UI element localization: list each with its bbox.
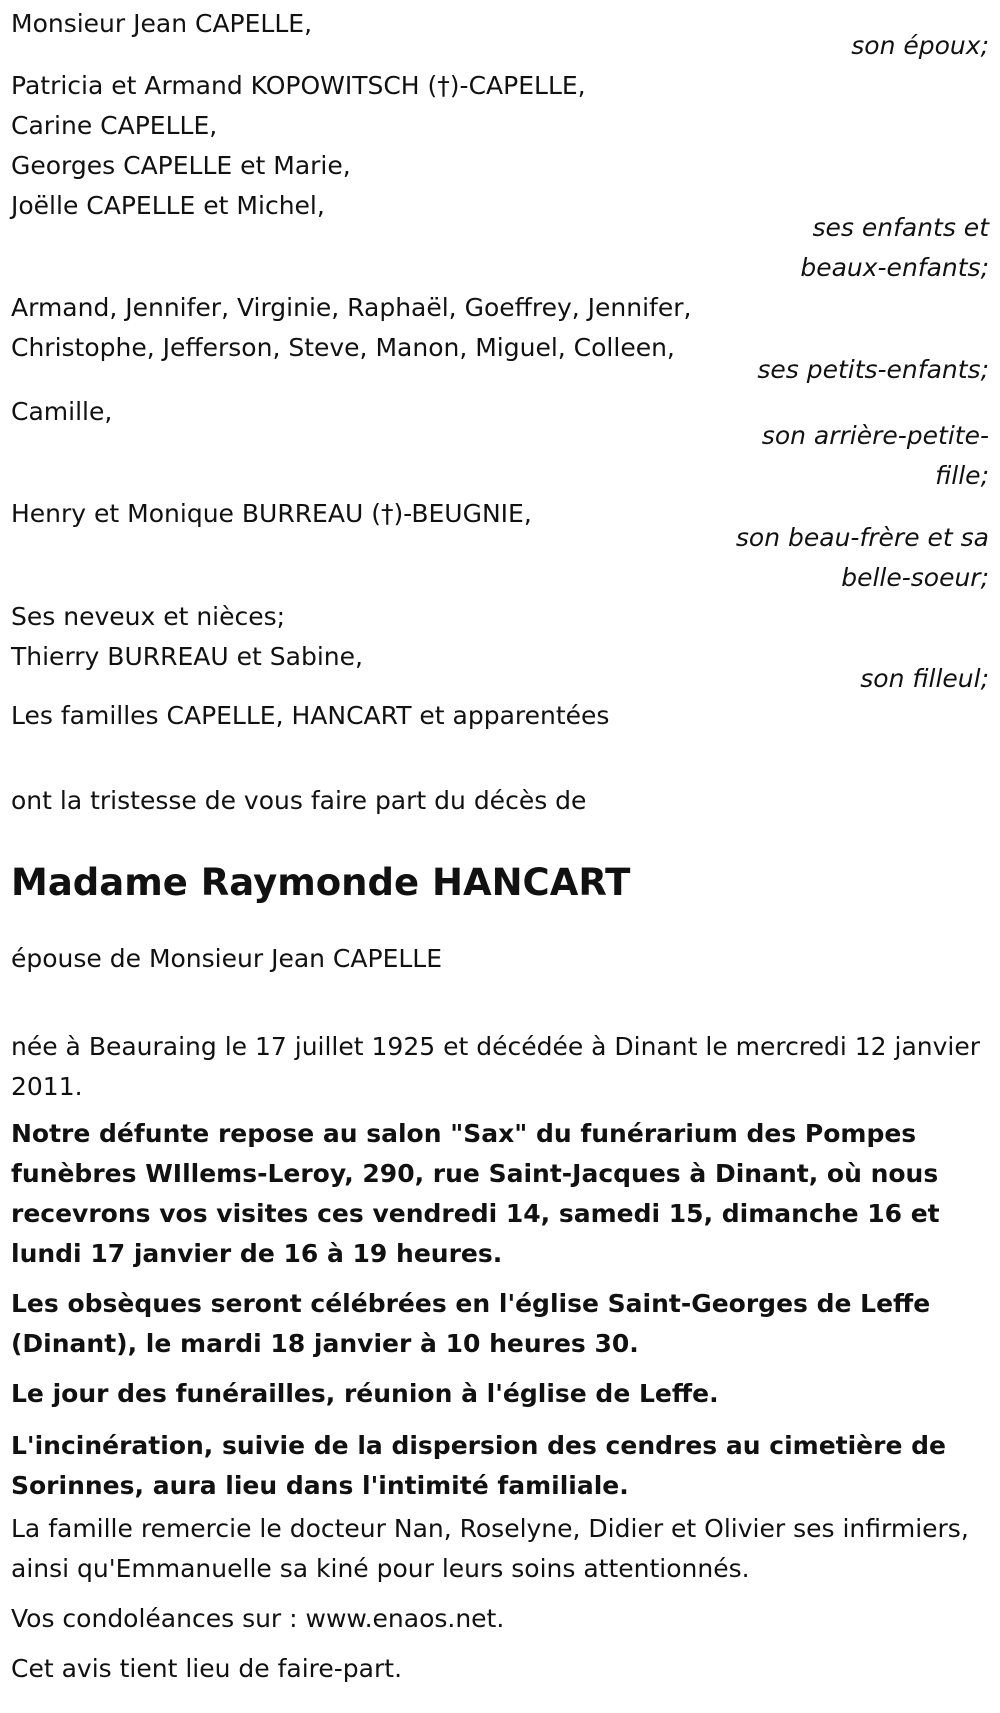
- family-name-line: Carine CAPELLE,: [11, 111, 218, 140]
- birth-death-text: née à Beauraing le 17 juillet 1925 et décédée à Dinant le mercredi 12 janvier 2011.: [11, 1032, 981, 1101]
- thanks-text: La famille remercie le docteur Nan, Roselyne, Didier et Olivier ses infirmiers, ainsi qu'Emmanuelle sa kiné pour leurs soins attentionnés.: [11, 1514, 969, 1583]
- meeting-details: Le jour des funérailles, réunion à l'église de Leffe.: [11, 1379, 719, 1408]
- cremation-details: L'incinération, suivie de la dispersion des cendres au cimetière de Sorinnes, aura lieu dans l'intimité familiale.: [11, 1431, 946, 1500]
- family-name-line: Armand, Jennifer, Virginie, Raphaël, Goeffrey, Jennifer,: [11, 293, 692, 322]
- family-relation: ses petits-enfants;: [757, 355, 989, 384]
- deceased-name: Madame Raymonde HANCART: [11, 861, 631, 904]
- family-relation: ses enfants et beaux-enfants;: [800, 213, 989, 282]
- family-relation: son époux;: [851, 31, 989, 60]
- visitation-details: Notre défunte repose au salon "Sax" du funérarium des Pompes funèbres WIllems-Leroy, 290, rue Saint-Jacques à Dinant, où nous recevrons vos visites ces vendredi 14, samedi 15, dimanche 16 et lundi 17 janvier de 16 à 19 heures.: [11, 1119, 940, 1268]
- family-relation: [749, 416, 989, 496]
- funeral-details: Les obsèques seront célébrées en l'église Saint-Georges de Leffe (Dinant), le mardi 18 janvier à 10 heures 30.: [11, 1289, 931, 1358]
- family-name-line: Georges CAPELLE et Marie,: [11, 151, 351, 180]
- family-name-line: Christophe, Jefferson, Steve, Manon, Miguel, Colleen,: [11, 333, 675, 362]
- intro-text: ont la tristesse de vous faire part du décès de: [11, 786, 587, 815]
- family-relation: son beau-frère et sa belle-soeur;: [735, 523, 989, 592]
- family-name-line: Camille,: [11, 397, 113, 426]
- family-name-line: Thierry BURREAU et Sabine,: [11, 642, 363, 671]
- family-name-line: Henry et Monique BURREAU (†)-BEUGNIE,: [11, 499, 532, 528]
- spouse-line: épouse de Monsieur Jean CAPELLE: [11, 944, 443, 973]
- family-name-line: Monsieur Jean CAPELLE,: [11, 9, 313, 38]
- family-name-line: Joëlle CAPELLE et Michel,: [11, 191, 325, 220]
- family-name-line: Ses neveux et nièces;: [11, 602, 286, 631]
- family-name-line: Patricia et Armand KOPOWITSCH (†)-CAPELLE,: [11, 71, 586, 100]
- relation-text: son arrière-petite-fille;: [761, 421, 989, 490]
- condolences-text: Vos condoléances sur : www.enaos.net.: [11, 1604, 505, 1633]
- family-relation: son filleul;: [860, 664, 989, 693]
- family-name-line: Les familles CAPELLE, HANCART et apparentées: [11, 701, 610, 730]
- notice-text: Cet avis tient lieu de faire-part.: [11, 1654, 403, 1683]
